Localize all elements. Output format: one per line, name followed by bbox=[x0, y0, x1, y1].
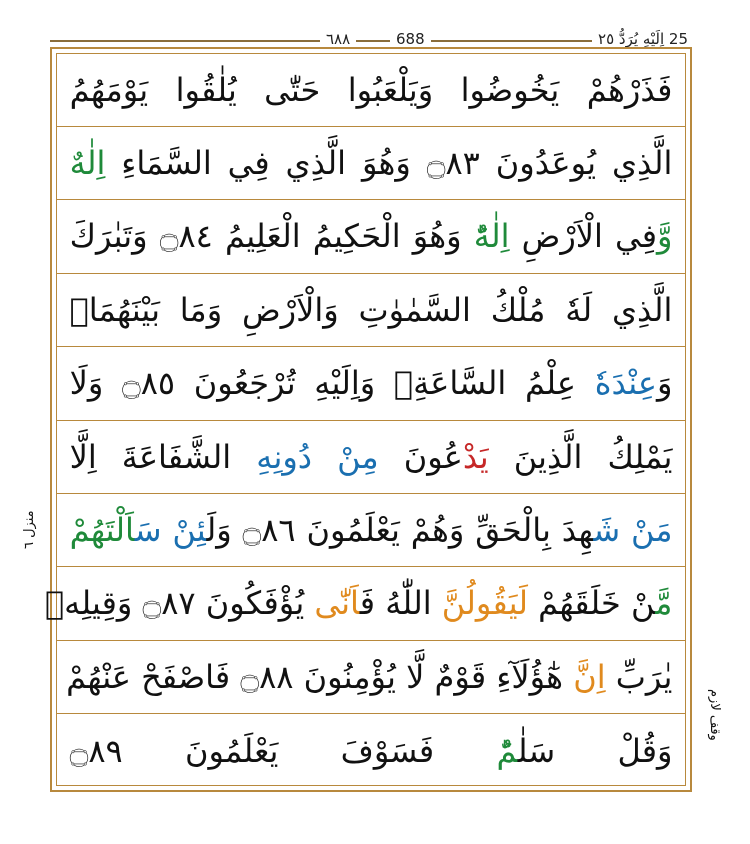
text-area bbox=[44, 53, 686, 786]
verse-segment: يَدْ bbox=[462, 437, 489, 476]
verse-segment: مَنْ شَ bbox=[593, 510, 673, 549]
text-line-3 bbox=[57, 201, 685, 274]
verse-segment: ؕ فَسَوْفَ يَعْلَمُونَ ۝٨٩ bbox=[69, 731, 497, 770]
verse-segment: يٰرَبِّ bbox=[605, 657, 673, 696]
text-line-4 bbox=[57, 274, 685, 347]
verse-text bbox=[70, 347, 673, 420]
verse-segment: هِدَ بِالْحَقِّ وَهُمْ يَعْلَمُونَ ۝٨٦ وَلَ bbox=[206, 510, 594, 549]
verse-text bbox=[70, 200, 673, 273]
verse-segment: اِنَّ bbox=[573, 657, 606, 696]
verse-segment: اِلٰهٌ bbox=[69, 143, 106, 182]
text-line-7 bbox=[57, 494, 685, 567]
text-line-2 bbox=[57, 127, 685, 200]
text-line-9 bbox=[57, 641, 685, 714]
verse-segment: اَلْتَهُمْ bbox=[69, 510, 135, 549]
verse-segment: يَمْلِكُ الَّذِينَ bbox=[488, 437, 673, 476]
waqf-note: وقف لازم bbox=[707, 689, 722, 741]
page-number-arabic: ٦٨٨ bbox=[320, 28, 356, 50]
verse-text bbox=[70, 274, 673, 347]
text-line-1 bbox=[57, 54, 685, 127]
verse-segment: الَّذِي يُوعَدُونَ ۝٨٣ وَهُوَ الَّذِي فِي السَّمَاءِ bbox=[105, 143, 673, 182]
text-line-8 bbox=[44, 568, 685, 641]
verse-segment: عُونَ bbox=[378, 437, 463, 476]
verse-text bbox=[70, 421, 673, 494]
text-frame bbox=[44, 47, 692, 792]
verse-segment: ئِنْ سَ bbox=[134, 510, 207, 549]
verse-segment: مَّ bbox=[655, 584, 673, 623]
verse-segment: اللّٰهُ فَ bbox=[359, 584, 442, 623]
verse-text bbox=[70, 127, 673, 200]
text-line-10 bbox=[57, 715, 685, 788]
verse-segment: نْ خَلَقَهُمْ bbox=[527, 584, 656, 623]
verse-segment: ؕ وَهُوَ الْحَكِيمُ الْعَلِيمُ ۝٨٤ وَتَبٰرَكَ bbox=[69, 217, 474, 256]
verse-text bbox=[66, 641, 673, 714]
verse-segment: الَّذِي لَهٗ مُلْكُ السَّمٰوٰتِ وَالْاَرْضِ وَمَا بَيْنَهُمَاۚ bbox=[69, 290, 673, 329]
juz-label: 25 اِلَيْهِ يُرَدُّ ٢٥ bbox=[592, 28, 694, 50]
verse-text bbox=[44, 567, 673, 640]
verse-segment: اَنّٰى bbox=[314, 584, 360, 623]
manzil-note: منزل ٦ bbox=[22, 510, 37, 550]
verse-segment: عِنْدَهٗ bbox=[594, 364, 657, 403]
verse-segment: وَقُلْ سَلٰ bbox=[517, 731, 673, 770]
verse-segment: مٌ bbox=[496, 731, 518, 770]
verse-segment: هٰٓؤُلَآءِ قَوْمٌ لَّا يُؤْمِنُونَ ۝٨٨ فَاصْفَحْ عَنْهُمْ bbox=[66, 657, 574, 696]
verse-segment: وَ bbox=[657, 364, 673, 403]
verse-segment: اِلٰهٌ bbox=[473, 217, 510, 256]
text-line-5 bbox=[57, 348, 685, 421]
verse-text bbox=[70, 54, 673, 127]
verse-segment: مِنْ دُونِهِ bbox=[256, 437, 379, 476]
verse-segment: الشَّفَاعَةَ اِلَّا bbox=[69, 437, 257, 476]
page-number: 688 bbox=[390, 28, 431, 50]
verse-segment: فَذَرْهُمْ يَخُوضُوا وَيَلْعَبُوا حَتّٰى يُلٰقُوا يَوْمَهُمُ bbox=[69, 70, 673, 109]
verse-segment: يُؤْفَكُونَ ۝٨٧ وَقِيلِهٖ bbox=[44, 584, 315, 623]
verse-text bbox=[70, 494, 673, 567]
verse-text bbox=[70, 715, 673, 788]
text-line-6 bbox=[57, 421, 685, 494]
verse-segment: لَيَقُولُنَّ bbox=[441, 584, 528, 623]
verse-segment: عِلْمُ السَّاعَةِۚ وَاِلَيْهِ تُرْجَعُونَ ۝٨٥ وَلَا bbox=[69, 364, 595, 403]
verse-segment: فِي الْاَرْضِ bbox=[509, 217, 658, 256]
verse-segment: وَّ bbox=[657, 217, 673, 256]
